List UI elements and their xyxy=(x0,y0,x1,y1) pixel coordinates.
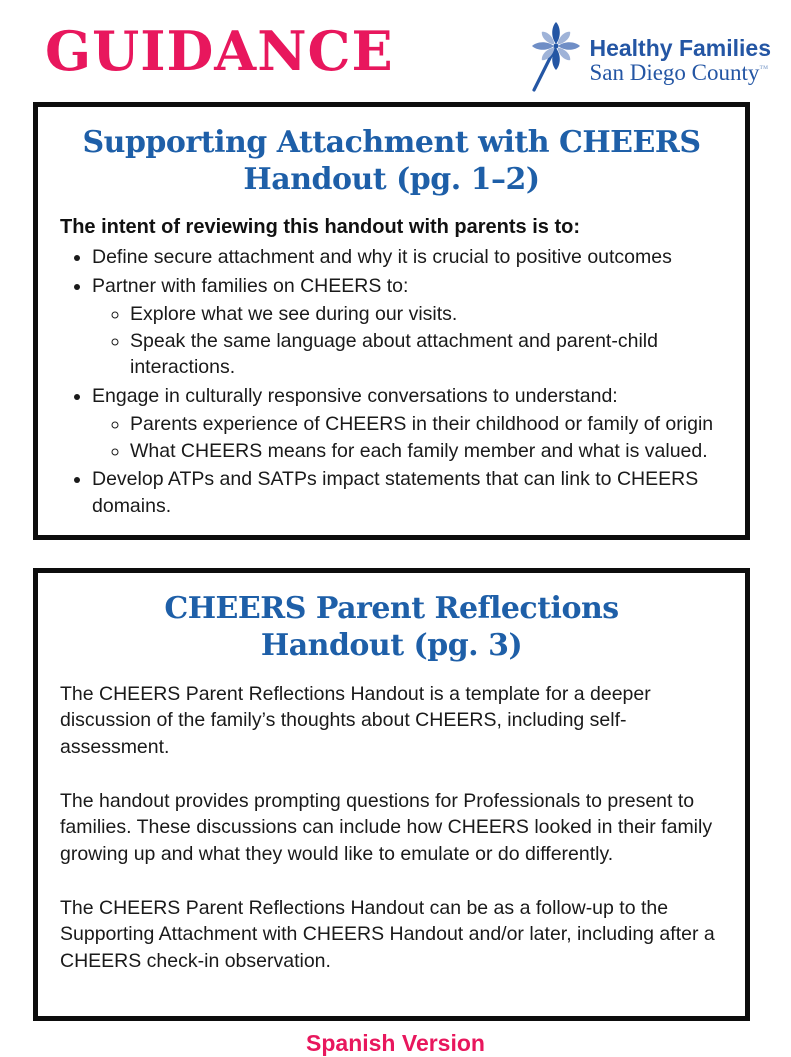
page-header xyxy=(0,0,791,102)
list-item: ◦ Parents experience of CHEERS in their childhood or family of origin xyxy=(130,411,725,438)
list-item: • Engage in culturally responsive conversations to understand: ◦ Parents experience of CHEERS in their childhood or family of origin ◦ What CHEERS means for each family member and what is valued. xyxy=(92,383,725,465)
logo-org-name: Healthy Families xyxy=(589,35,771,61)
list-item: ◦ Speak the same language about attachment and parent-child interactions. xyxy=(130,328,725,381)
logo-region-name: San Diego County™ xyxy=(589,60,769,86)
panel-2-heading: CHEERS Parent Reflections Handout (pg. 3) xyxy=(164,591,619,663)
panel-2-paragraph: The CHEERS Parent Reflections Handout is a template for a deeper discussion of the family’s thoughts about CHEERS, including self-assessment. xyxy=(60,682,651,758)
spanish-version-link[interactable]: Spanish Version xyxy=(306,1029,485,1056)
page-title: GUIDANCE xyxy=(45,19,394,83)
panel-2-paragraph: The CHEERS Parent Reflections Handout can be as a follow-up to the Supporting Attachment with CHEERS Handout and/or later, including after a CHEERS check-in observation. xyxy=(60,896,715,973)
pinwheel-icon xyxy=(525,20,587,94)
panel-1-intro: The intent of reviewing this handout with parents is to: xyxy=(60,216,581,239)
page-footer xyxy=(0,1030,791,1057)
panel-1-sub-list xyxy=(92,301,725,381)
list-item: ◦ What CHEERS means for each family member and what is valued. xyxy=(130,438,725,465)
healthy-families-logo xyxy=(525,20,771,94)
panel-1-heading: Supporting Attachment with CHEERS Handout (pg. 1–2) xyxy=(82,125,701,197)
list-item: • Partner with families on CHEERS to: ◦ Explore what we see during our visits. ◦ Speak the same language about attachment and parent-child interactions. xyxy=(92,273,725,381)
panel-1-bullet-list xyxy=(58,244,725,519)
trademark-symbol: ™ xyxy=(759,63,769,74)
panel-2-paragraph: The handout provides prompting questions for Professionals to present to families. These discussions can include how CHEERS looked in their family growing up and what they would like to emulate or do differently. xyxy=(60,789,713,866)
list-item: • Define secure attachment and why it is crucial to positive outcomes xyxy=(92,244,725,271)
supporting-attachment-panel xyxy=(33,102,750,540)
parent-reflections-panel xyxy=(33,568,750,1021)
list-item: • Develop ATPs and SATPs impact statements that can link to CHEERS domains. xyxy=(92,466,725,519)
logo-text xyxy=(589,36,771,85)
panel-1-sub-list xyxy=(92,411,725,464)
list-item: ◦ Explore what we see during our visits. xyxy=(130,301,725,328)
